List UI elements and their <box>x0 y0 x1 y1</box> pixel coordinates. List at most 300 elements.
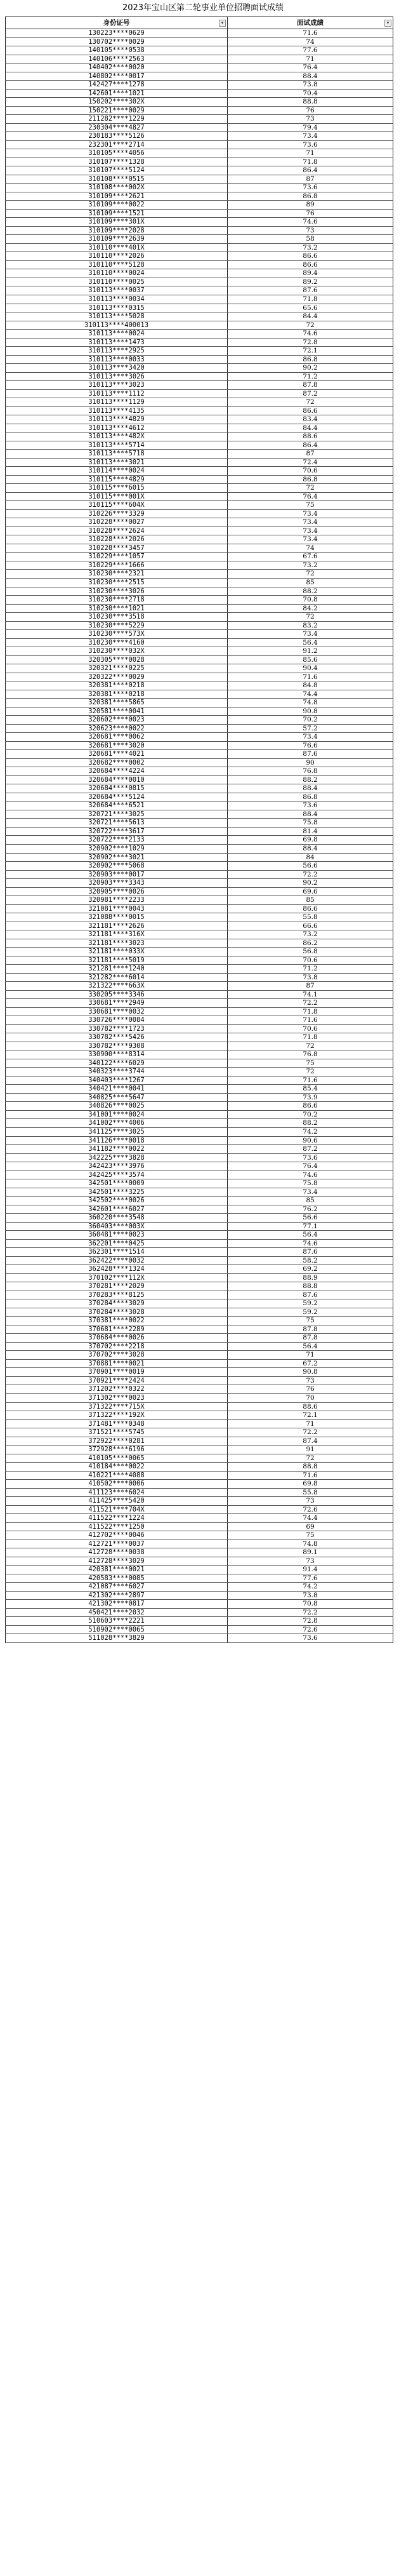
score-cell[interactable]: 77.6 <box>227 46 393 55</box>
score-cell[interactable]: 73.4 <box>227 733 393 741</box>
score-cell[interactable]: 73.2 <box>227 930 393 939</box>
id-cell[interactable]: 360481****0023 <box>5 1231 227 1239</box>
score-cell[interactable]: 87.6 <box>227 1291 393 1299</box>
score-cell[interactable]: 76 <box>227 107 393 115</box>
id-cell[interactable]: 330782****5426 <box>5 1033 227 1042</box>
id-cell[interactable]: 310109****0022 <box>5 201 227 209</box>
score-cell[interactable]: 73 <box>227 1557 393 1566</box>
id-cell[interactable]: 410502****0006 <box>5 1480 227 1488</box>
id-cell[interactable]: 410221****4088 <box>5 1472 227 1480</box>
id-cell[interactable]: 341001****0024 <box>5 1111 227 1119</box>
id-cell[interactable]: 411123****6024 <box>5 1489 227 1497</box>
score-cell[interactable]: 73.6 <box>227 802 393 810</box>
score-cell[interactable]: 74.8 <box>227 1540 393 1548</box>
score-cell[interactable]: 71.8 <box>227 158 393 166</box>
score-cell[interactable]: 65.6 <box>227 304 393 312</box>
id-cell[interactable]: 230304****4827 <box>5 124 227 132</box>
id-cell[interactable]: 420381****0021 <box>5 1566 227 1574</box>
id-cell[interactable]: 310230****3026 <box>5 587 227 596</box>
score-cell[interactable]: 91.4 <box>227 1566 393 1574</box>
score-cell[interactable]: 73.6 <box>227 1154 393 1162</box>
id-cell[interactable]: 342225****3828 <box>5 1154 227 1162</box>
id-cell[interactable]: 370901****0019 <box>5 1368 227 1376</box>
id-cell[interactable]: 340403****1267 <box>5 1077 227 1085</box>
score-cell[interactable]: 74.2 <box>227 1583 393 1591</box>
score-cell[interactable]: 71 <box>227 1351 393 1359</box>
score-cell[interactable]: 73.8 <box>227 974 393 982</box>
score-cell[interactable]: 74.6 <box>227 1240 393 1248</box>
header-id-cell[interactable] <box>5 17 227 29</box>
filter-dropdown-icon[interactable]: ▾ <box>219 20 226 27</box>
id-cell[interactable]: 320623****0022 <box>5 725 227 733</box>
id-cell[interactable]: 371322****715X <box>5 1403 227 1411</box>
score-cell[interactable]: 71.6 <box>227 1016 393 1024</box>
score-cell[interactable]: 69.6 <box>227 888 393 896</box>
score-cell[interactable]: 71.6 <box>227 29 393 37</box>
score-cell[interactable]: 84.4 <box>227 312 393 321</box>
id-cell[interactable]: 320721****5613 <box>5 819 227 827</box>
id-cell[interactable]: 370281****2029 <box>5 1282 227 1291</box>
score-cell[interactable]: 74.4 <box>227 1514 393 1522</box>
id-cell[interactable]: 310113****3021 <box>5 459 227 467</box>
score-cell[interactable]: 72.1 <box>227 1411 393 1419</box>
id-cell[interactable]: 310110****401X <box>5 244 227 252</box>
score-cell[interactable]: 70 <box>227 1394 393 1402</box>
score-cell[interactable]: 76 <box>227 210 393 218</box>
id-cell[interactable]: 320381****5865 <box>5 699 227 707</box>
score-cell[interactable]: 75.8 <box>227 1179 393 1188</box>
score-cell[interactable]: 72.2 <box>227 999 393 1007</box>
id-cell[interactable]: 510603****2221 <box>5 1617 227 1625</box>
id-cell[interactable]: 370881****0021 <box>5 1360 227 1368</box>
score-cell[interactable]: 70.6 <box>227 467 393 475</box>
id-cell[interactable]: 230183****5126 <box>5 132 227 140</box>
score-cell[interactable]: 86.2 <box>227 939 393 948</box>
score-cell[interactable]: 73.2 <box>227 561 393 570</box>
id-cell[interactable]: 320381****0218 <box>5 681 227 690</box>
id-cell[interactable]: 342601****6027 <box>5 1205 227 1214</box>
id-cell[interactable]: 370681****2289 <box>5 1325 227 1334</box>
score-cell[interactable]: 86.4 <box>227 166 393 175</box>
score-cell[interactable]: 91.2 <box>227 647 393 655</box>
id-cell[interactable]: 310113****0037 <box>5 286 227 295</box>
score-cell[interactable]: 71 <box>227 149 393 158</box>
id-cell[interactable]: 340825****5647 <box>5 1094 227 1102</box>
score-cell[interactable]: 73 <box>227 1497 393 1505</box>
score-cell[interactable]: 74 <box>227 544 393 553</box>
score-cell[interactable]: 88.2 <box>227 587 393 596</box>
score-cell[interactable]: 73.4 <box>227 510 393 518</box>
score-cell[interactable]: 56.4 <box>227 639 393 647</box>
score-cell[interactable]: 88.8 <box>227 1282 393 1291</box>
score-cell[interactable]: 72 <box>227 1068 393 1076</box>
id-cell[interactable]: 320684****0010 <box>5 776 227 784</box>
score-cell[interactable]: 73.4 <box>227 518 393 527</box>
score-cell[interactable]: 81.4 <box>227 828 393 836</box>
score-cell[interactable]: 86.4 <box>227 441 393 450</box>
score-cell[interactable]: 85.4 <box>227 1085 393 1093</box>
score-cell[interactable]: 72 <box>227 613 393 621</box>
id-cell[interactable]: 310228****2026 <box>5 535 227 544</box>
score-cell[interactable]: 88.6 <box>227 433 393 441</box>
score-cell[interactable]: 56.4 <box>227 1231 393 1239</box>
score-cell[interactable]: 70.8 <box>227 596 393 604</box>
id-cell[interactable]: 310113****0024 <box>5 330 227 338</box>
score-cell[interactable]: 76.8 <box>227 767 393 775</box>
id-cell[interactable]: 150202****302X <box>5 98 227 106</box>
score-cell[interactable]: 76.8 <box>227 1050 393 1059</box>
id-cell[interactable]: 310113****1129 <box>5 398 227 406</box>
score-cell[interactable]: 72 <box>227 570 393 578</box>
score-cell[interactable]: 90.6 <box>227 1137 393 1145</box>
id-cell[interactable]: 321181****2626 <box>5 922 227 930</box>
id-cell[interactable]: 321081****0043 <box>5 905 227 913</box>
id-cell[interactable]: 342501****0009 <box>5 1179 227 1188</box>
id-cell[interactable]: 310113****3023 <box>5 381 227 389</box>
score-cell[interactable]: 75 <box>227 1059 393 1068</box>
id-cell[interactable]: 310109****2028 <box>5 227 227 235</box>
score-cell[interactable]: 72.2 <box>227 1428 393 1437</box>
id-cell[interactable]: 320305****0028 <box>5 656 227 664</box>
score-cell[interactable]: 71.2 <box>227 373 393 381</box>
id-cell[interactable]: 142427****1278 <box>5 81 227 89</box>
score-cell[interactable]: 85 <box>227 579 393 587</box>
id-cell[interactable]: 321281****1240 <box>5 965 227 973</box>
id-cell[interactable]: 320722****3617 <box>5 828 227 836</box>
score-cell[interactable]: 73.9 <box>227 1094 393 1102</box>
id-cell[interactable]: 320903****3343 <box>5 879 227 887</box>
id-cell[interactable]: 310115****001X <box>5 493 227 501</box>
id-cell[interactable]: 362422****0032 <box>5 1257 227 1265</box>
score-cell[interactable]: 87.2 <box>227 390 393 398</box>
score-cell[interactable]: 74.6 <box>227 330 393 338</box>
id-cell[interactable]: 360403****003X <box>5 1223 227 1231</box>
score-cell[interactable]: 86.6 <box>227 261 393 269</box>
id-cell[interactable]: 310110****2026 <box>5 252 227 260</box>
score-cell[interactable]: 67.6 <box>227 553 393 561</box>
id-cell[interactable]: 140105****0538 <box>5 46 227 55</box>
id-cell[interactable]: 310228****2624 <box>5 527 227 535</box>
score-cell[interactable]: 70.6 <box>227 956 393 965</box>
id-cell[interactable]: 142601****1021 <box>5 90 227 98</box>
id-cell[interactable]: 232301****2714 <box>5 141 227 149</box>
score-cell[interactable]: 86.6 <box>227 252 393 260</box>
score-cell[interactable]: 76.2 <box>227 1205 393 1214</box>
score-cell[interactable]: 71.8 <box>227 295 393 304</box>
score-cell[interactable]: 84.2 <box>227 605 393 613</box>
score-cell[interactable]: 73.4 <box>227 132 393 140</box>
id-cell[interactable]: 371521****5745 <box>5 1428 227 1437</box>
score-cell[interactable]: 90.8 <box>227 708 393 716</box>
id-cell[interactable]: 310109****301X <box>5 218 227 226</box>
score-cell[interactable]: 76.4 <box>227 1162 393 1171</box>
id-cell[interactable]: 362201****0425 <box>5 1240 227 1248</box>
score-cell[interactable]: 72 <box>227 398 393 406</box>
id-cell[interactable]: 310226****3329 <box>5 510 227 518</box>
score-cell[interactable]: 85 <box>227 1197 393 1205</box>
score-cell[interactable]: 84.8 <box>227 681 393 690</box>
id-cell[interactable]: 310109****1521 <box>5 210 227 218</box>
score-cell[interactable]: 71.6 <box>227 673 393 681</box>
id-cell[interactable]: 310113****4135 <box>5 407 227 415</box>
score-cell[interactable]: 74.2 <box>227 1128 393 1136</box>
id-cell[interactable]: 310230****2515 <box>5 579 227 587</box>
id-cell[interactable]: 320684****5124 <box>5 793 227 802</box>
score-cell[interactable]: 58 <box>227 235 393 243</box>
score-cell[interactable]: 74.1 <box>227 991 393 999</box>
score-cell[interactable]: 72 <box>227 484 393 492</box>
id-cell[interactable]: 310107****5124 <box>5 166 227 175</box>
id-cell[interactable]: 320721****3025 <box>5 810 227 819</box>
score-cell[interactable]: 70.6 <box>227 1025 393 1033</box>
id-cell[interactable]: 362301****1514 <box>5 1248 227 1256</box>
id-cell[interactable]: 330900****8314 <box>5 1050 227 1059</box>
id-cell[interactable]: 421302****0817 <box>5 1600 227 1608</box>
score-cell[interactable]: 55.8 <box>227 1489 393 1497</box>
score-cell[interactable]: 86.8 <box>227 476 393 484</box>
id-cell[interactable]: 371302****0023 <box>5 1394 227 1402</box>
id-cell[interactable]: 310113****1473 <box>5 339 227 347</box>
id-cell[interactable]: 130702****0029 <box>5 38 227 46</box>
score-cell[interactable]: 57.2 <box>227 725 393 733</box>
id-cell[interactable]: 310109****2639 <box>5 235 227 243</box>
score-cell[interactable]: 88.4 <box>227 72 393 81</box>
score-cell[interactable]: 59.2 <box>227 1299 393 1308</box>
id-cell[interactable]: 310110****0024 <box>5 269 227 278</box>
score-cell[interactable]: 86.8 <box>227 192 393 201</box>
id-cell[interactable]: 340122****6029 <box>5 1059 227 1068</box>
score-cell[interactable]: 72 <box>227 321 393 330</box>
score-cell[interactable]: 71.8 <box>227 1033 393 1042</box>
score-cell[interactable]: 70.4 <box>227 90 393 98</box>
id-cell[interactable]: 371202****0322 <box>5 1385 227 1393</box>
id-cell[interactable]: 320684****4224 <box>5 767 227 775</box>
id-cell[interactable]: 320681****3020 <box>5 742 227 750</box>
id-cell[interactable]: 320684****6521 <box>5 802 227 810</box>
id-cell[interactable]: 510902****0065 <box>5 1626 227 1634</box>
id-cell[interactable]: 360220****3548 <box>5 1214 227 1222</box>
id-cell[interactable]: 412728****0038 <box>5 1548 227 1557</box>
score-cell[interactable]: 69.8 <box>227 836 393 844</box>
id-cell[interactable]: 310109****2621 <box>5 192 227 201</box>
id-cell[interactable]: 321181****5019 <box>5 956 227 965</box>
score-cell[interactable]: 88.4 <box>227 810 393 819</box>
score-cell[interactable]: 73.4 <box>227 1188 393 1197</box>
id-cell[interactable]: 310115****6015 <box>5 484 227 492</box>
id-cell[interactable]: 310110****0025 <box>5 278 227 286</box>
score-cell[interactable]: 84.4 <box>227 424 393 433</box>
score-cell[interactable]: 90.2 <box>227 364 393 372</box>
score-cell[interactable]: 87.4 <box>227 1437 393 1446</box>
score-cell[interactable]: 71 <box>227 1420 393 1428</box>
id-cell[interactable]: 342501****3225 <box>5 1188 227 1197</box>
id-cell[interactable]: 341182****0022 <box>5 1145 227 1153</box>
score-cell[interactable]: 76.6 <box>227 742 393 750</box>
score-cell[interactable]: 72.2 <box>227 871 393 879</box>
id-cell[interactable]: 371322****192X <box>5 1411 227 1419</box>
id-cell[interactable]: 320903****0017 <box>5 871 227 879</box>
score-cell[interactable]: 56.4 <box>227 1343 393 1351</box>
score-cell[interactable]: 91 <box>227 1446 393 1454</box>
id-cell[interactable]: 310230****4160 <box>5 639 227 647</box>
id-cell[interactable]: 310113****400013 <box>5 321 227 330</box>
id-cell[interactable]: 310230****1021 <box>5 605 227 613</box>
score-cell[interactable]: 89.4 <box>227 269 393 278</box>
id-cell[interactable]: 411522****1224 <box>5 1514 227 1522</box>
id-cell[interactable]: 411521****704X <box>5 1506 227 1514</box>
id-cell[interactable]: 130223****0629 <box>5 29 227 37</box>
id-cell[interactable]: 330782****1723 <box>5 1025 227 1033</box>
id-cell[interactable]: 412702****0046 <box>5 1531 227 1540</box>
score-cell[interactable]: 76 <box>227 1385 393 1393</box>
score-cell[interactable]: 90 <box>227 759 393 767</box>
score-cell[interactable]: 74.8 <box>227 699 393 707</box>
id-cell[interactable]: 330205****3346 <box>5 991 227 999</box>
id-cell[interactable]: 321088****0015 <box>5 913 227 922</box>
score-cell[interactable]: 56.8 <box>227 948 393 956</box>
score-cell[interactable]: 74 <box>227 38 393 46</box>
score-cell[interactable]: 74.4 <box>227 690 393 699</box>
id-cell[interactable]: 150221****0029 <box>5 107 227 115</box>
id-cell[interactable]: 310115****4829 <box>5 476 227 484</box>
id-cell[interactable]: 211282****1229 <box>5 115 227 123</box>
score-cell[interactable]: 72.6 <box>227 1626 393 1634</box>
score-cell[interactable]: 74.6 <box>227 1171 393 1179</box>
id-cell[interactable]: 371481****0348 <box>5 1420 227 1428</box>
score-cell[interactable]: 83.4 <box>227 415 393 424</box>
score-cell[interactable]: 73.6 <box>227 141 393 149</box>
id-cell[interactable]: 370381****0022 <box>5 1317 227 1325</box>
score-cell[interactable]: 88.2 <box>227 776 393 784</box>
score-cell[interactable]: 72.6 <box>227 1506 393 1514</box>
score-cell[interactable]: 69 <box>227 1523 393 1531</box>
id-cell[interactable]: 140402****0020 <box>5 64 227 72</box>
score-cell[interactable]: 75 <box>227 501 393 509</box>
id-cell[interactable]: 320322****0029 <box>5 673 227 681</box>
id-cell[interactable]: 310113****0034 <box>5 295 227 304</box>
id-cell[interactable]: 310113****482X <box>5 433 227 441</box>
id-cell[interactable]: 310113****0315 <box>5 304 227 312</box>
score-cell[interactable]: 84 <box>227 854 393 862</box>
score-cell[interactable]: 56.6 <box>227 862 393 870</box>
score-cell[interactable]: 73.2 <box>227 244 393 252</box>
score-cell[interactable]: 86.8 <box>227 356 393 364</box>
id-cell[interactable]: 320602****0023 <box>5 716 227 724</box>
id-cell[interactable]: 341126****0018 <box>5 1137 227 1145</box>
score-cell[interactable]: 58.2 <box>227 1257 393 1265</box>
id-cell[interactable]: 411522****1250 <box>5 1523 227 1531</box>
score-cell[interactable]: 73.6 <box>227 184 393 192</box>
id-cell[interactable]: 310228****0027 <box>5 518 227 527</box>
score-cell[interactable]: 88.9 <box>227 1274 393 1282</box>
score-cell[interactable]: 73 <box>227 227 393 235</box>
id-cell[interactable]: 310110****5128 <box>5 261 227 269</box>
score-cell[interactable]: 87 <box>227 175 393 184</box>
score-cell[interactable]: 88.8 <box>227 98 393 106</box>
score-cell[interactable]: 88.2 <box>227 1119 393 1127</box>
id-cell[interactable]: 321181****3023 <box>5 939 227 948</box>
id-cell[interactable]: 310229****1666 <box>5 561 227 570</box>
score-cell[interactable]: 79.4 <box>227 124 393 132</box>
id-cell[interactable]: 310114****0024 <box>5 467 227 475</box>
id-cell[interactable]: 450421****2032 <box>5 1609 227 1617</box>
score-cell[interactable]: 71.6 <box>227 1472 393 1480</box>
score-cell[interactable]: 75.8 <box>227 819 393 827</box>
id-cell[interactable]: 410184****0022 <box>5 1463 227 1471</box>
id-cell[interactable]: 412721****0037 <box>5 1540 227 1548</box>
score-cell[interactable]: 72 <box>227 1454 393 1463</box>
id-cell[interactable]: 320981****2233 <box>5 896 227 904</box>
id-cell[interactable]: 412728****3029 <box>5 1557 227 1566</box>
id-cell[interactable]: 320321****0225 <box>5 664 227 673</box>
score-cell[interactable]: 59.2 <box>227 1308 393 1317</box>
score-cell[interactable]: 86.6 <box>227 905 393 913</box>
score-cell[interactable]: 73.6 <box>227 1634 393 1642</box>
score-cell[interactable]: 85 <box>227 896 393 904</box>
id-cell[interactable]: 310113****4612 <box>5 424 227 433</box>
score-cell[interactable]: 74.6 <box>227 218 393 226</box>
id-cell[interactable]: 370284****3028 <box>5 1308 227 1317</box>
id-cell[interactable]: 320682****0002 <box>5 759 227 767</box>
score-cell[interactable]: 73.8 <box>227 1592 393 1600</box>
score-cell[interactable]: 71.2 <box>227 965 393 973</box>
id-cell[interactable]: 341002****4006 <box>5 1119 227 1127</box>
id-cell[interactable]: 320684****0815 <box>5 784 227 793</box>
id-cell[interactable]: 310113****3420 <box>5 364 227 372</box>
score-cell[interactable]: 90.8 <box>227 1368 393 1376</box>
score-cell[interactable]: 56.6 <box>227 1214 393 1222</box>
id-cell[interactable]: 310113****4829 <box>5 415 227 424</box>
score-cell[interactable]: 72.8 <box>227 1617 393 1625</box>
score-cell[interactable]: 83.2 <box>227 622 393 630</box>
id-cell[interactable]: 370684****0026 <box>5 1334 227 1342</box>
id-cell[interactable]: 370921****2424 <box>5 1377 227 1385</box>
score-cell[interactable]: 71.8 <box>227 1008 393 1016</box>
id-cell[interactable]: 321181****033X <box>5 948 227 956</box>
score-cell[interactable]: 88.8 <box>227 1463 393 1471</box>
score-cell[interactable]: 55.8 <box>227 913 393 922</box>
score-cell[interactable]: 69.2 <box>227 1265 393 1273</box>
id-cell[interactable]: 330681****2949 <box>5 999 227 1007</box>
id-cell[interactable]: 362428****1324 <box>5 1265 227 1273</box>
id-cell[interactable]: 370102****112X <box>5 1274 227 1282</box>
id-cell[interactable]: 310113****0033 <box>5 356 227 364</box>
id-cell[interactable]: 310230****2321 <box>5 570 227 578</box>
score-cell[interactable]: 73.4 <box>227 527 393 535</box>
id-cell[interactable]: 310113****3026 <box>5 373 227 381</box>
id-cell[interactable]: 320722****2133 <box>5 836 227 844</box>
score-cell[interactable]: 87.6 <box>227 1248 393 1256</box>
score-cell[interactable]: 72.1 <box>227 347 393 355</box>
score-cell[interactable]: 87.8 <box>227 1334 393 1342</box>
score-cell[interactable]: 70.8 <box>227 1600 393 1608</box>
score-cell[interactable]: 73.8 <box>227 81 393 89</box>
id-cell[interactable]: 342425****3574 <box>5 1171 227 1179</box>
id-cell[interactable]: 340826****0025 <box>5 1102 227 1110</box>
id-cell[interactable]: 321282****6014 <box>5 974 227 982</box>
score-cell[interactable]: 76.4 <box>227 493 393 501</box>
filter-dropdown-icon[interactable]: ▾ <box>384 20 391 27</box>
score-cell[interactable]: 73 <box>227 1377 393 1385</box>
id-cell[interactable]: 342502****0026 <box>5 1197 227 1205</box>
score-cell[interactable]: 66.6 <box>227 922 393 930</box>
score-cell[interactable]: 89.2 <box>227 278 393 286</box>
score-cell[interactable]: 72 <box>227 1042 393 1050</box>
id-cell[interactable]: 511028****3829 <box>5 1634 227 1642</box>
id-cell[interactable]: 341125****3025 <box>5 1128 227 1136</box>
id-cell[interactable]: 410105****0065 <box>5 1454 227 1463</box>
id-cell[interactable]: 310228****3457 <box>5 544 227 553</box>
